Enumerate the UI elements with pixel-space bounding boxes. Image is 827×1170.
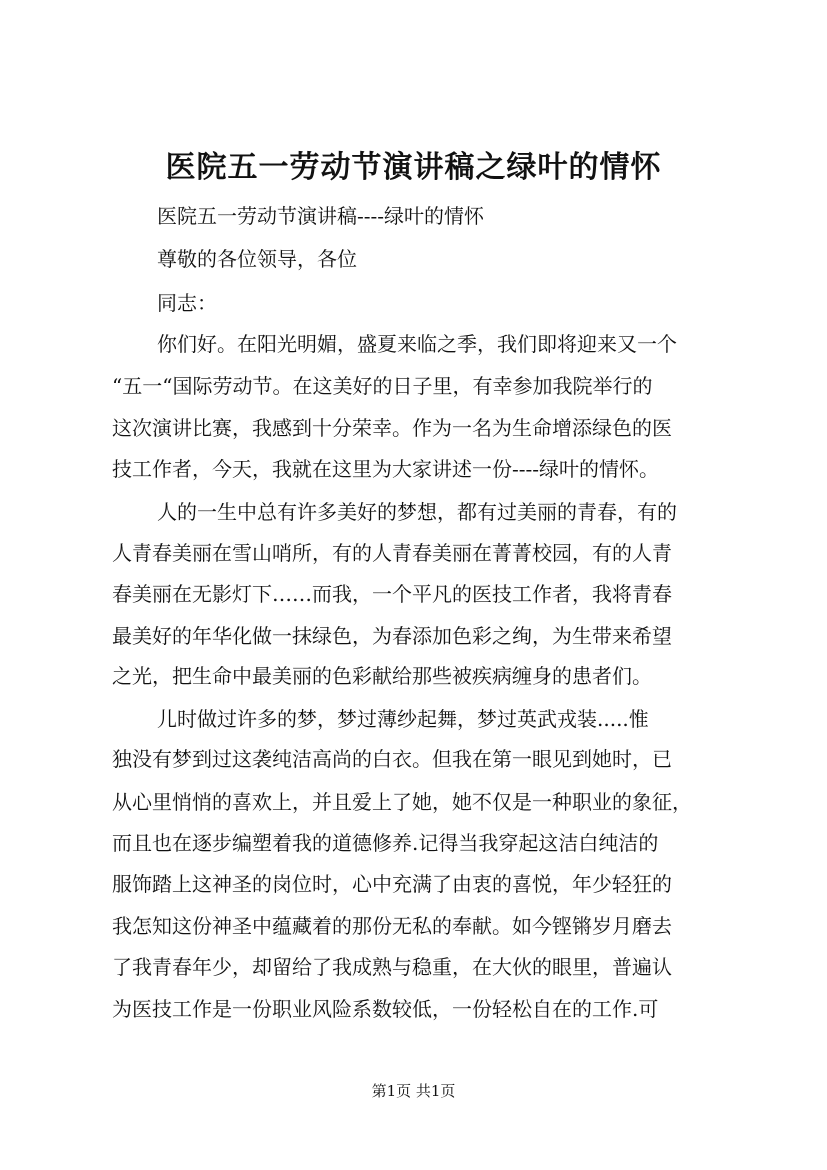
text-line: 最美好的年华化做一抹绿色，为春添加色彩之绚，为生带来希望	[112, 624, 672, 648]
text-line: 春美丽在无影灯下……而我，一个平凡的医技工作者，我将青春	[112, 582, 672, 606]
text-line: 我怎知这份神圣中蕴藏着的那份无私的奉献。如今铿锵岁月磨去	[112, 914, 672, 938]
text-line: 人的一生中总有许多美好的梦想，都有过美丽的青春，有的	[157, 500, 677, 524]
page-number-footer: 第1页 共1页	[371, 1082, 456, 1100]
text-line: 从心里悄悄的喜欢上，并且爱上了她，她不仅是一种职业的象征，	[112, 790, 692, 814]
text-line: 儿时做过许多的梦，梦过薄纱起舞，梦过英武戎装.....惟	[157, 707, 649, 731]
text-line: 你们好。在阳光明媚，盛夏来临之季，我们即将迎来又一个	[157, 332, 677, 356]
text-line: 这次演讲比赛，我感到十分荣幸。作为一名为生命增添绿色的医	[112, 416, 672, 440]
text-line: 了我青春年少，却留给了我成熟与稳重，在大伙的眼里，普遍认	[112, 955, 672, 979]
document-title: 医院五一劳动节演讲稿之绿叶的情怀	[165, 150, 662, 185]
text-line: 医院五一劳动节演讲稿----绿叶的情怀	[157, 204, 485, 228]
text-line: 服饰踏上这神圣的岗位时，心中充满了由衷的喜悦，年少轻狂的	[112, 872, 672, 896]
text-line: 独没有梦到过这袭纯洁高尚的白衣。但我在第一眼见到她时，已	[112, 747, 672, 771]
text-line: 同志：	[157, 291, 217, 315]
text-line: 为医技工作是一份职业风险系数较低，一份轻松自在的工作.可	[112, 997, 659, 1021]
text-line: 技工作者，今天，我就在这里为大家讲述一份----绿叶的情怀。	[112, 457, 660, 481]
text-line: 之光，把生命中最美丽的色彩献给那些被疾病缠身的患者们。	[112, 664, 652, 688]
text-line: 而且也在逐步编塑着我的道德修养.记得当我穿起这洁白纯洁的	[112, 831, 659, 855]
text-line: 尊敬的各位领导，各位	[157, 247, 357, 271]
text-line: 人青春美丽在雪山哨所，有的人青春美丽在菁菁校园，有的人青	[112, 541, 672, 565]
text-line: “五一“国际劳动节。在这美好的日子里，有幸参加我院举行的	[112, 374, 653, 398]
